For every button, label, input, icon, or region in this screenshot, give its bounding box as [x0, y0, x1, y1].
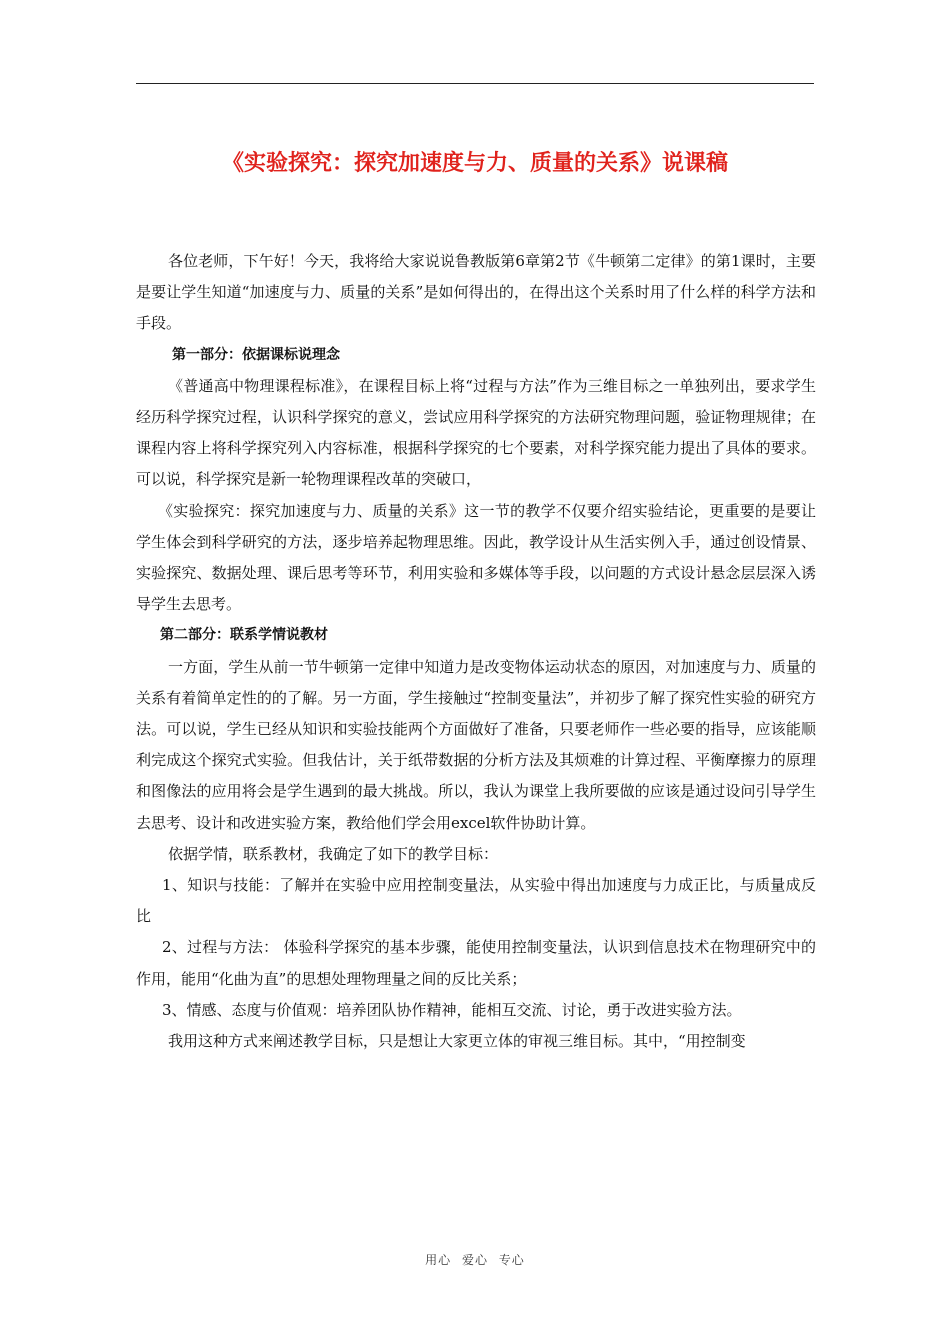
closing-paragraph: 我用这种方式来阐述教学目标，只是想让大家更立体的审视三维目标。其中，“用控制变 — [168, 1032, 746, 1051]
intro-paragraph: 各位老师，下午好！今天，我将给大家说说鲁教版第6章第2节《牛顿第二定律》的第1课时，主要是要让学生知道“加速度与力、质量的关系”是如何得出的，在得出这个关系时用了什么样的科学方法和手段。 — [136, 252, 816, 333]
document-title: 《实验探究：探究加速度与力、质量的关系》说课稿 — [221, 150, 728, 176]
header-rule — [136, 83, 814, 84]
part2-heading: 第二部分：联系学情说教材 — [160, 627, 328, 644]
goal-knowledge: 1、知识与技能：了解并在实验中应用控制变量法，从实验中得出加速度与力成正比，与质量成反比 — [136, 876, 816, 926]
part1-heading: 第一部分：依据课标说理念 — [172, 346, 340, 363]
part1-paragraph-1: 《普通高中物理课程标准》，在课程目标上将“过程与方法”作为三维目标之一单独列出，要求学生经历科学探究过程，认识科学探究的意义，尝试应用科学探究的方法研究物理问题，验证物理规律；在课程内容上将科学探究列入内容标准，根据科学探究的七个要素，对科学探究能力提出了具体的要求。可以说，科学探究是新一轮物理课程改革的突破口， — [136, 376, 816, 489]
part2-paragraph-2: 依据学情，联系教材，我确定了如下的教学目标： — [168, 844, 499, 863]
part2-paragraph-1: 一方面，学生从前一节牛顿第一定律中知道力是改变物体运动状态的原因，对加速度与力、质量的关系有着简单定性的的了解。另一方面，学生接触过“控制变量法”，并初步了解了探究性实验的研究方法。可以说，学生已经从知识和实验技能两个方面做好了准备，只要老师作一些必要的指导，应该能顺利完成这个探究式实验。但我估计，关于纸带数据的分析方法及其烦难的计算过程、平衡摩擦力的原理和图像法的应用将会是学生遇到的最大挑战。所以，我认为课堂上我所要做的应该是通过设问引导学生去思考、设计和改进实验方案，教给他们学会用excel软件协助计算。 — [136, 657, 816, 832]
page-footer: 用心 爱心 专心 — [425, 1253, 525, 1267]
part1-paragraph-2: 《实验探究：探究加速度与力、质量的关系》这一节的教学不仅要介绍实验结论，更重要的是要让学生体会到科学研究的方法，逐步培养起物理思维。因此，教学设计从生活实例入手，通过创设情景、实验探究、数据处理、课后思考等环节，利用实验和多媒体等手段，以问题的方式设计悬念层层深入诱导学生去思考。 — [136, 501, 816, 614]
document-body — [136, 246, 816, 1057]
goal-process: 2、过程与方法： 体验科学探究的基本步骤，能使用控制变量法，认识到信息技术在物理研究中的作用，能用“化曲为直”的思想处理物理量之间的反比关系； — [136, 938, 816, 988]
goal-emotion: 3、情感、态度与价值观：培养团队协作精神，能相互交流、讨论，勇于改进实验方法。 — [162, 1000, 742, 1019]
